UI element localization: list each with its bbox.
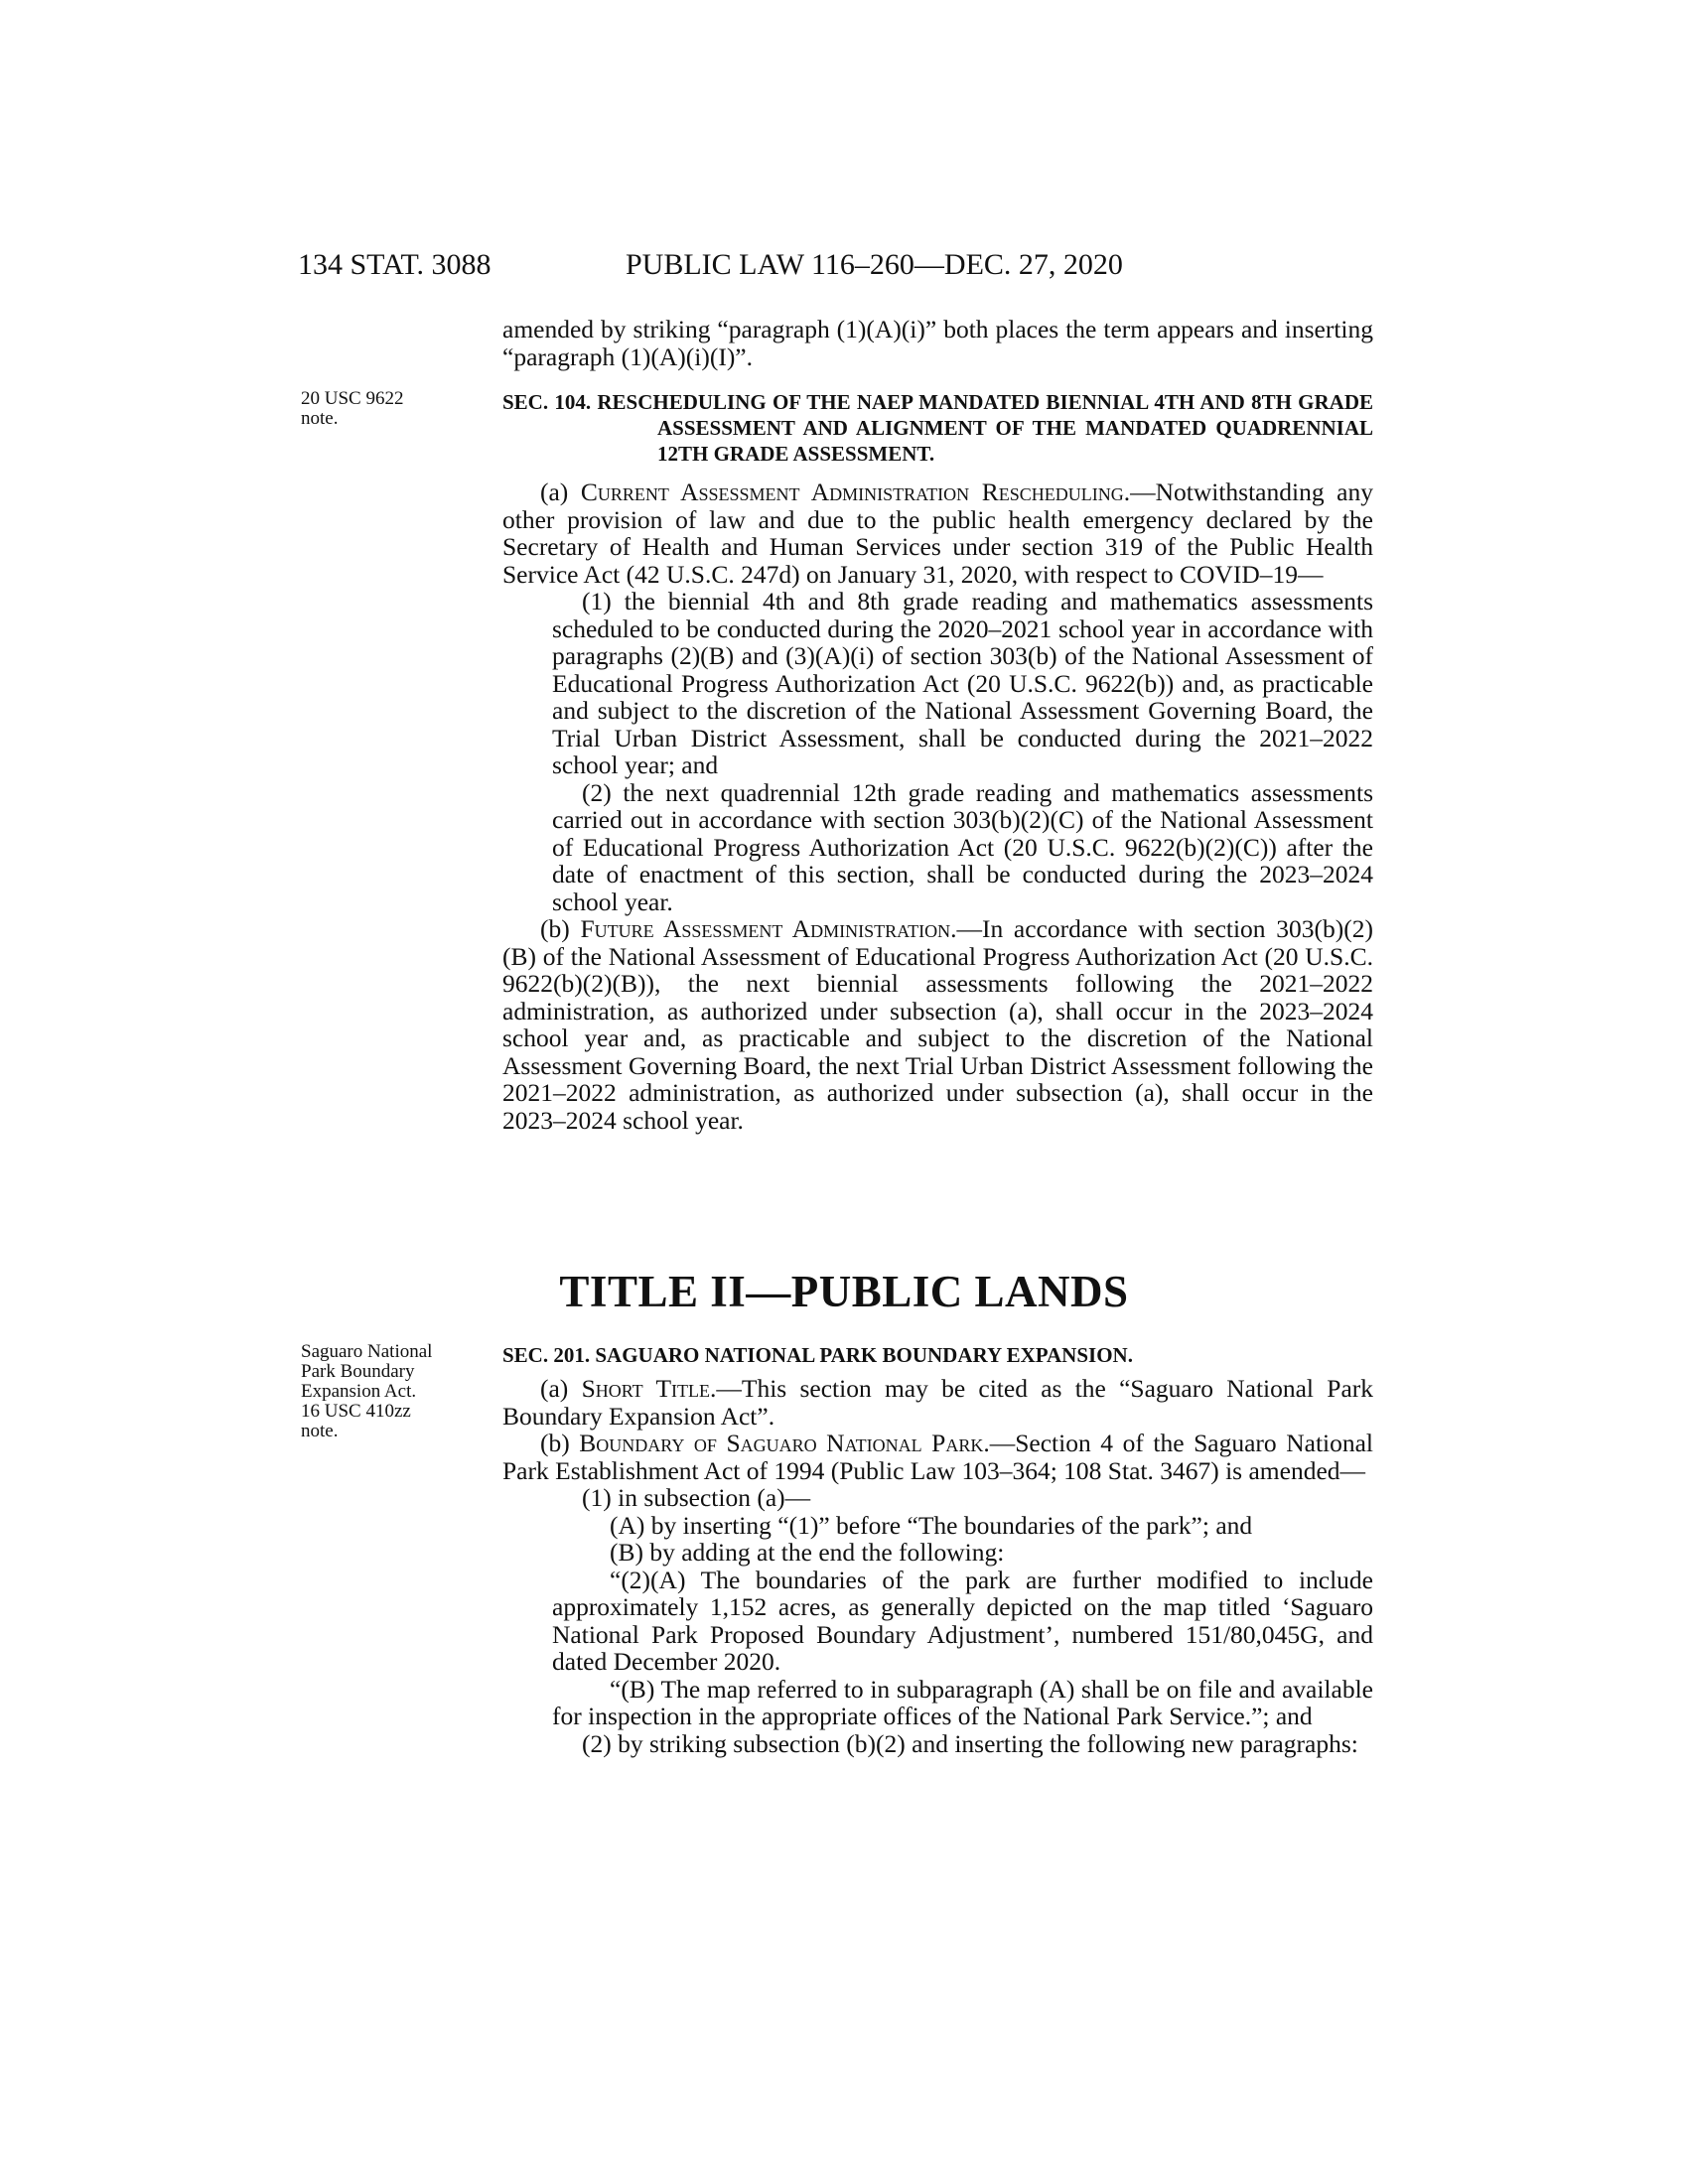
running-head [298, 248, 1390, 288]
sec104-heading: SEC. 104. RESCHEDULING OF THE NAEP MANDATED BIENNIAL 4TH AND 8TH GRADE ASSESSMENT AND ALIGNMENT OF THE MANDATED QUADRENNIAL 12TH GRADE ASSESSMENT. [502, 390, 1373, 466]
quoted-subparagraph-b: “(B) The map referred to in subparagraph (A) shall be on file and available for inspection in the appropriate offices of the National Park Service.”; and [552, 1674, 1373, 1730]
subsection-caption: Short Title. [581, 1374, 717, 1403]
sec201-heading: SEC. 201. SAGUARO NATIONAL PARK BOUNDARY EXPANSION. [502, 1343, 1133, 1367]
subsection-text: —Section 4 of the Saguaro National Park Establishment Act of 1994 (Public Law 103–364; 108 Stat. 3467) is amended— [502, 1429, 1374, 1485]
sec104-body [502, 478, 1373, 1134]
intro-paragraph-block [502, 316, 1373, 370]
sec201-paragraph-1: (1) in subsection (a)— [582, 1483, 811, 1512]
subsection-text: —In accordance with section 303(b)(2)(B) of the National Assessment of Educational Progress Authorization Act (20 U.S.C. 9622(b)(2)(B)), the next biennial assessments following the 2021–2022 administration, as authorized under subsection (a), shall occur in the 2023–2024 school year and, as practicable and subject to the discretion of the National Assessment Governing Board, the next Trial Urban District Assessment following the 2021–2022 administration, as authorized under subsection (a), shall occur in the 2023–2024 school year. [502, 914, 1373, 1135]
quoted-paragraph-2a: “(2)(A) The boundaries of the park are further modified to include approximately 1,152 acres, as generally depicted on the map titled ‘Saguaro National Park Proposed Boundary Adjustment’, numbered 151/80,045G, and dated December 2020. [552, 1565, 1373, 1676]
sec104-subsection-a [502, 478, 1373, 588]
sec201-subsection-b [502, 1430, 1373, 1484]
public-law-citation: PUBLIC LAW 116–260—DEC. 27, 2020 [626, 248, 1123, 281]
subsection-label: (b) [540, 1429, 570, 1457]
margin-note-line: note. [301, 408, 339, 429]
sec104-margin-note [301, 389, 470, 429]
sec201-subparagraph-b: (B) by adding at the end the following: [610, 1538, 1005, 1567]
sec104-heading-block [502, 389, 1373, 467]
sec201-subsection-a [502, 1375, 1373, 1430]
intro-paragraph: amended by striking “paragraph (1)(A)(i)” both places the term appears and inserting “paragraph (1)(A)(i)(I)”. [502, 315, 1373, 371]
subsection-caption: Boundary of Saguaro National Park. [579, 1429, 990, 1457]
margin-note-line: Expansion Act. [301, 1381, 417, 1402]
margin-note-line: 20 USC 9622 [301, 388, 404, 409]
sec104-paragraph-1: (1) the biennial 4th and 8th grade reading and mathematics assessments scheduled to be conducted during the 2020–2021 school year in accordance with paragraphs (2)(B) and (3)(A)(i) of section 303(b) of the National Assessment of Educational Progress Authorization Act (20 U.S.C. 9622(b)) and, as practicable and subject to the discretion of the National Assessment Governing Board, the Trial Urban District Assessment, shall be conducted during the 2021–2022 school year; and [552, 587, 1373, 779]
subsection-text: —Notwithstanding any other provision of law and due to the public health emergency declared by the Secretary of Health and Human Services under section 319 of the Public Health Service Act (42 U.S.C. 247d) on January 31, 2020, with respect to COVID–19— [502, 478, 1373, 589]
subsection-text: —This section may be cited as the “Saguaro National Park Boundary Expansion Act”. [502, 1374, 1373, 1431]
subsection-label: (a) [540, 478, 569, 506]
sec104-subsection-b [502, 915, 1373, 1134]
sec201-heading-block [502, 1342, 1373, 1368]
margin-note-line: Park Boundary [301, 1361, 415, 1382]
sec201-subparagraph-a: (A) by inserting “(1)” before “The boundaries of the park”; and [610, 1510, 1253, 1540]
sec201-paragraph-2: (2) by striking subsection (b)(2) and inserting the following new paragraphs: [582, 1728, 1358, 1758]
sec201-body [502, 1375, 1373, 1757]
margin-note-line: note. [301, 1421, 339, 1441]
sec104-paragraph-2: (2) the next quadrennial 12th grade reading and mathematics assessments carried out in accordance with section 303(b)(2)(C) of the National Assessment of Educational Progress Authorization Act (20 U.S.C. 9622(b)(2)(C)) after the date of enactment of this section, shall be conducted during the 2023–2024 school year. [552, 777, 1373, 916]
margin-note-line: Saguaro National [301, 1341, 433, 1362]
subsection-label: (b) [540, 914, 570, 943]
stat-page-number: 134 STAT. 3088 [298, 248, 492, 281]
title-heading: TITLE II—PUBLIC LANDS [559, 1267, 1129, 1316]
sec201-margin-note [301, 1342, 470, 1441]
subsection-caption: Future Assessment Administration. [580, 914, 957, 943]
margin-note-line: 16 USC 410zz [301, 1401, 411, 1422]
subsection-caption: Current Assessment Administration Rescheduling. [580, 478, 1131, 506]
subsection-label: (a) [540, 1374, 569, 1403]
